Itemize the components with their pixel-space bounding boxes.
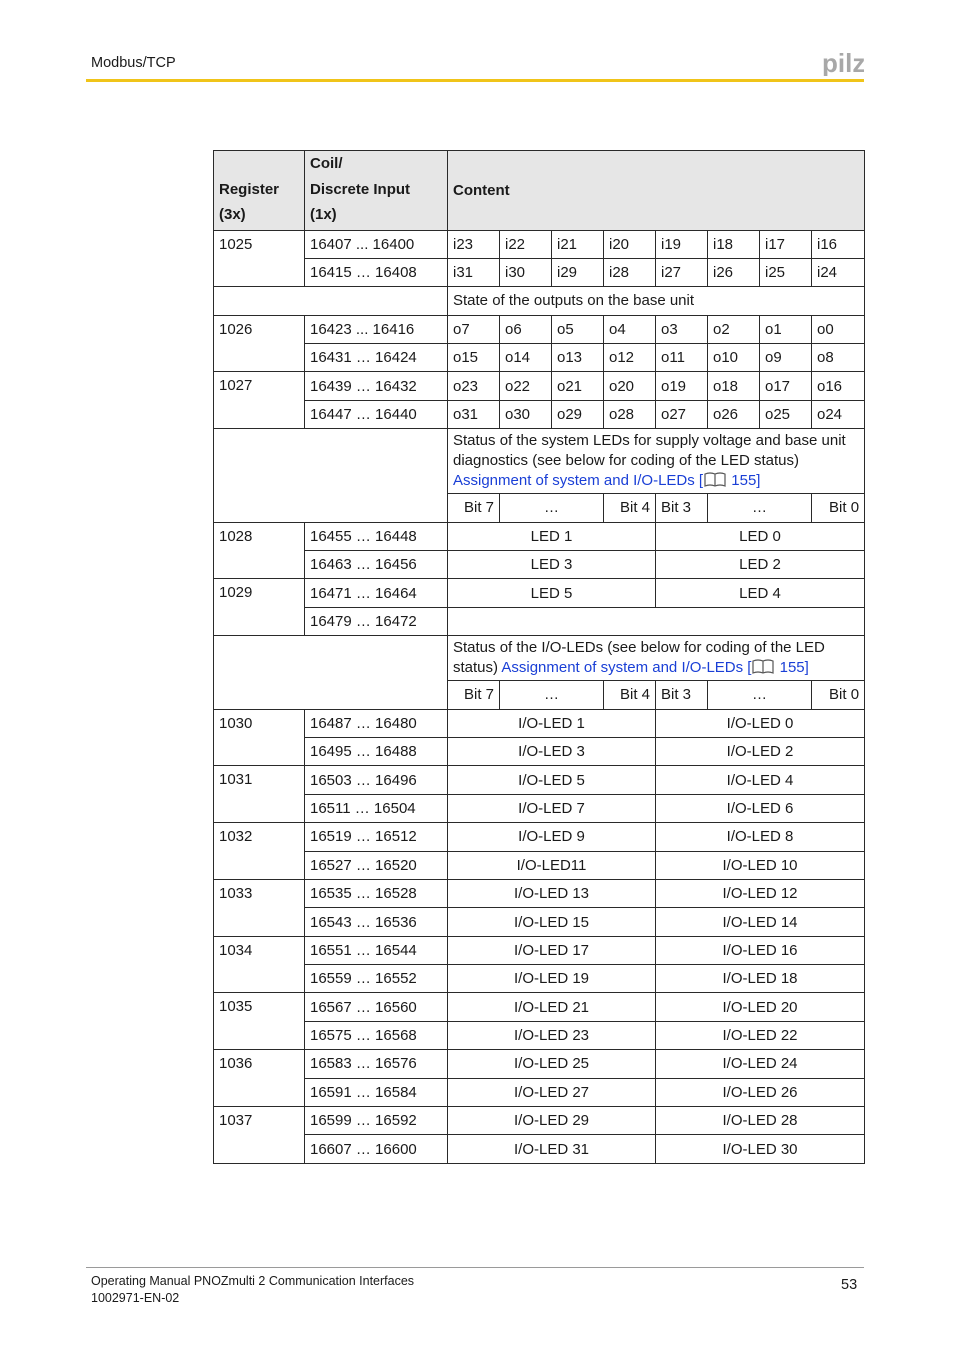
bit-cell: o26 bbox=[708, 400, 760, 428]
led-row bbox=[214, 1050, 865, 1078]
svg-text:pilz: pilz bbox=[822, 52, 864, 76]
led-high-cell: I/O-LED 19 bbox=[448, 965, 656, 993]
led-row bbox=[214, 823, 865, 851]
bit-cell: i22 bbox=[500, 230, 552, 258]
led-low-cell: I/O-LED 16 bbox=[656, 936, 865, 964]
outputs-caption: State of the outputs on the base unit bbox=[448, 287, 865, 315]
coil-range-cell: 16567 … 16560 bbox=[305, 993, 448, 1021]
bit-cell: o18 bbox=[708, 372, 760, 400]
bit-header-bit4: Bit 4 bbox=[604, 681, 656, 709]
bit-cell: i31 bbox=[448, 258, 500, 286]
led-row bbox=[214, 551, 865, 579]
bit-cell: o12 bbox=[604, 344, 656, 372]
led-high-cell: I/O-LED 1 bbox=[448, 709, 656, 737]
coil-range-cell: 16423 ... 16416 bbox=[305, 315, 448, 343]
led-row bbox=[214, 794, 865, 822]
link-label: Assignment of system and I/O-LEDs [ bbox=[501, 659, 752, 677]
header-line: (3x) bbox=[219, 206, 246, 223]
coil-range-cell: 16495 … 16488 bbox=[305, 737, 448, 765]
coil-range-cell: 16519 … 16512 bbox=[305, 823, 448, 851]
coil-range-cell: 16407 ... 16400 bbox=[305, 230, 448, 258]
footer-doc-number: 1002971-EN-02 bbox=[91, 1291, 180, 1305]
coil-range-cell: 16431 … 16424 bbox=[305, 344, 448, 372]
header-rule bbox=[86, 79, 864, 82]
coil-range-cell: 16583 … 16576 bbox=[305, 1050, 448, 1078]
header-line: Discrete Input bbox=[310, 180, 411, 198]
bit-cell: o7 bbox=[448, 315, 500, 343]
coil-range-cell: 16599 … 16592 bbox=[305, 1107, 448, 1135]
bit-cell: o0 bbox=[812, 315, 865, 343]
bit-cell: o19 bbox=[656, 372, 708, 400]
bit-cell: o13 bbox=[552, 344, 604, 372]
coil-range-cell: 16471 … 16464 bbox=[305, 579, 448, 607]
bit-cell: o6 bbox=[500, 315, 552, 343]
led-row bbox=[214, 908, 865, 936]
bit-cell: i29 bbox=[552, 258, 604, 286]
led-low-cell: I/O-LED 6 bbox=[656, 794, 865, 822]
register-cell: 1035 bbox=[214, 993, 305, 1050]
led-high-cell: LED 1 bbox=[448, 522, 656, 550]
coil-range-cell: 16559 … 16552 bbox=[305, 965, 448, 993]
bit-cell: o15 bbox=[448, 344, 500, 372]
bit-header-dots_a: … bbox=[500, 681, 604, 709]
register-cell: 1030 bbox=[214, 709, 305, 766]
link-page: 155] bbox=[727, 472, 761, 490]
led-row bbox=[214, 965, 865, 993]
bit-header-bit7: Bit 7 bbox=[448, 681, 500, 709]
led-high-cell: LED 3 bbox=[448, 551, 656, 579]
bit-cell: o22 bbox=[500, 372, 552, 400]
led-high-cell: I/O-LED 5 bbox=[448, 766, 656, 794]
led-low-cell: I/O-LED 20 bbox=[656, 993, 865, 1021]
led-row bbox=[214, 879, 865, 907]
bit-cell: i19 bbox=[656, 230, 708, 258]
coil-header bbox=[305, 151, 448, 231]
led-row bbox=[214, 737, 865, 765]
assignment-leds-link[interactable] bbox=[501, 659, 808, 676]
bit-cell: o11 bbox=[656, 344, 708, 372]
bit-cell: i24 bbox=[812, 258, 865, 286]
bit-cell: o5 bbox=[552, 315, 604, 343]
coil-range-cell: 16535 … 16528 bbox=[305, 879, 448, 907]
bit-cell: i30 bbox=[500, 258, 552, 286]
bit-cell: i20 bbox=[604, 230, 656, 258]
system-leds-caption bbox=[448, 429, 865, 494]
output-row bbox=[214, 315, 865, 343]
book-icon bbox=[752, 658, 774, 674]
bit-cell: o29 bbox=[552, 400, 604, 428]
assignment-leds-link[interactable] bbox=[453, 472, 760, 489]
book-icon bbox=[704, 471, 726, 487]
bit-cell: o28 bbox=[604, 400, 656, 428]
register-cell: 1032 bbox=[214, 823, 305, 880]
empty-led-cell bbox=[448, 607, 865, 635]
running-header-title: Modbus/TCP bbox=[91, 55, 176, 71]
io-leds-caption-text: Status of the I/O-LEDs (see below for coding of the LED status) bbox=[453, 639, 825, 677]
bit-header-bit0: Bit 0 bbox=[812, 494, 865, 522]
bit-cell: i16 bbox=[812, 230, 865, 258]
led-row bbox=[214, 1021, 865, 1049]
register-table bbox=[213, 150, 865, 1164]
bit-cell: i27 bbox=[656, 258, 708, 286]
bit-cell: o24 bbox=[812, 400, 865, 428]
bit-header-bit3: Bit 3 bbox=[656, 494, 708, 522]
coil-range-cell: 16575 … 16568 bbox=[305, 1021, 448, 1049]
led-row bbox=[214, 1107, 865, 1135]
bit-cell: i21 bbox=[552, 230, 604, 258]
bit-cell: o9 bbox=[760, 344, 812, 372]
bit-cell: o8 bbox=[812, 344, 865, 372]
led-low-cell: I/O-LED 0 bbox=[656, 709, 865, 737]
register-cell: 1037 bbox=[214, 1107, 305, 1164]
led-row bbox=[214, 607, 865, 635]
led-row bbox=[214, 851, 865, 879]
coil-range-cell: 16543 … 16536 bbox=[305, 908, 448, 936]
page-number: 53 bbox=[841, 1277, 858, 1293]
led-row bbox=[214, 936, 865, 964]
bit-cell: o31 bbox=[448, 400, 500, 428]
bit-cell: o23 bbox=[448, 372, 500, 400]
bit-cell: o20 bbox=[604, 372, 656, 400]
outputs-caption-row bbox=[214, 287, 865, 315]
led-row bbox=[214, 579, 865, 607]
led-row bbox=[214, 993, 865, 1021]
led-low-cell: LED 2 bbox=[656, 551, 865, 579]
link-label: Assignment of system and I/O-LEDs [ bbox=[453, 472, 704, 490]
led-high-cell: I/O-LED 13 bbox=[448, 879, 656, 907]
coil-range-cell: 16447 … 16440 bbox=[305, 400, 448, 428]
bit-cell: o30 bbox=[500, 400, 552, 428]
register-cell: 1029 bbox=[214, 579, 305, 636]
footer-info bbox=[91, 1273, 414, 1307]
coil-range-cell: 16463 … 16456 bbox=[305, 551, 448, 579]
bit-header-bit3: Bit 3 bbox=[656, 681, 708, 709]
bit-header-bit4: Bit 4 bbox=[604, 494, 656, 522]
led-row bbox=[214, 522, 865, 550]
bit-cell: o1 bbox=[760, 315, 812, 343]
register-cell: 1027 bbox=[214, 372, 305, 429]
register-cell: 1031 bbox=[214, 766, 305, 823]
bit-header-dots_b: … bbox=[708, 494, 812, 522]
header-line: Coil/ bbox=[310, 155, 343, 172]
content-header: Content bbox=[448, 151, 865, 231]
led-high-cell: LED 5 bbox=[448, 579, 656, 607]
coil-range-cell: 16607 … 16600 bbox=[305, 1135, 448, 1163]
led-high-cell: I/O-LED 21 bbox=[448, 993, 656, 1021]
led-low-cell: I/O-LED 10 bbox=[656, 851, 865, 879]
led-low-cell: I/O-LED 12 bbox=[656, 879, 865, 907]
led-high-cell: I/O-LED 31 bbox=[448, 1135, 656, 1163]
blank-cell bbox=[214, 636, 448, 709]
bit-cell: o21 bbox=[552, 372, 604, 400]
register-cell: 1028 bbox=[214, 522, 305, 579]
bit-cell: o17 bbox=[760, 372, 812, 400]
led-low-cell: LED 4 bbox=[656, 579, 865, 607]
header-line: (1x) bbox=[310, 206, 337, 223]
coil-range-cell: 16487 … 16480 bbox=[305, 709, 448, 737]
bit-header-bit7: Bit 7 bbox=[448, 494, 500, 522]
led-high-cell: I/O-LED 25 bbox=[448, 1050, 656, 1078]
output-row bbox=[214, 400, 865, 428]
led-low-cell: I/O-LED 26 bbox=[656, 1078, 865, 1106]
coil-range-cell: 16415 … 16408 bbox=[305, 258, 448, 286]
footer-manual-title: Operating Manual PNOZmulti 2 Communication Interfaces bbox=[91, 1274, 415, 1288]
coil-range-cell: 16503 … 16496 bbox=[305, 766, 448, 794]
led-high-cell: I/O-LED 3 bbox=[448, 737, 656, 765]
bit-cell: o10 bbox=[708, 344, 760, 372]
register-cell: 1025 bbox=[214, 230, 305, 287]
header-line: Register bbox=[219, 180, 280, 198]
led-high-cell: I/O-LED 9 bbox=[448, 823, 656, 851]
led-high-cell: I/O-LED 15 bbox=[448, 908, 656, 936]
bit-cell: o4 bbox=[604, 315, 656, 343]
system-leds-caption-row bbox=[214, 429, 865, 494]
bit-cell: o27 bbox=[656, 400, 708, 428]
register-header bbox=[214, 151, 305, 231]
led-row bbox=[214, 766, 865, 794]
led-low-cell: I/O-LED 28 bbox=[656, 1107, 865, 1135]
io-leds-caption bbox=[448, 636, 865, 681]
register-cell: 1026 bbox=[214, 315, 305, 372]
input-row bbox=[214, 230, 865, 258]
footer-rule bbox=[86, 1267, 864, 1268]
coil-range-cell: 16527 … 16520 bbox=[305, 851, 448, 879]
led-high-cell: I/O-LED 29 bbox=[448, 1107, 656, 1135]
pilz-logo bbox=[822, 52, 864, 81]
bit-header-dots_a: … bbox=[500, 494, 604, 522]
bit-cell: o2 bbox=[708, 315, 760, 343]
system-leds-caption-text: Status of the system LEDs for supply voltage and base unit diagnostics (see below for coding of the LED status) bbox=[453, 432, 846, 470]
register-cell: 1034 bbox=[214, 936, 305, 993]
led-row bbox=[214, 1135, 865, 1163]
led-high-cell: I/O-LED 17 bbox=[448, 936, 656, 964]
bit-cell: o16 bbox=[812, 372, 865, 400]
led-low-cell: I/O-LED 14 bbox=[656, 908, 865, 936]
bit-cell: i26 bbox=[708, 258, 760, 286]
pilz-logo-mark bbox=[822, 52, 864, 76]
table-header-row bbox=[214, 151, 865, 231]
led-row bbox=[214, 1078, 865, 1106]
led-high-cell: I/O-LED 23 bbox=[448, 1021, 656, 1049]
bit-cell: o14 bbox=[500, 344, 552, 372]
bit-cell: i23 bbox=[448, 230, 500, 258]
bit-cell: i28 bbox=[604, 258, 656, 286]
led-row bbox=[214, 709, 865, 737]
led-low-cell: I/O-LED 18 bbox=[656, 965, 865, 993]
bit-cell: i17 bbox=[760, 230, 812, 258]
led-high-cell: I/O-LED 27 bbox=[448, 1078, 656, 1106]
blank-cell bbox=[214, 287, 448, 315]
output-row bbox=[214, 372, 865, 400]
led-low-cell: LED 0 bbox=[656, 522, 865, 550]
bit-cell: i25 bbox=[760, 258, 812, 286]
coil-range-cell: 16511 … 16504 bbox=[305, 794, 448, 822]
coil-range-cell: 16455 … 16448 bbox=[305, 522, 448, 550]
led-low-cell: I/O-LED 22 bbox=[656, 1021, 865, 1049]
register-cell: 1036 bbox=[214, 1050, 305, 1107]
coil-range-cell: 16591 … 16584 bbox=[305, 1078, 448, 1106]
bit-header-dots_b: … bbox=[708, 681, 812, 709]
bit-cell: i18 bbox=[708, 230, 760, 258]
coil-range-cell: 16479 … 16472 bbox=[305, 607, 448, 635]
output-row bbox=[214, 344, 865, 372]
io-leds-caption-row bbox=[214, 636, 865, 681]
led-low-cell: I/O-LED 8 bbox=[656, 823, 865, 851]
input-row bbox=[214, 258, 865, 286]
led-low-cell: I/O-LED 2 bbox=[656, 737, 865, 765]
blank-cell bbox=[214, 429, 448, 522]
coil-range-cell: 16439 … 16432 bbox=[305, 372, 448, 400]
bit-header-bit0: Bit 0 bbox=[812, 681, 865, 709]
led-low-cell: I/O-LED 24 bbox=[656, 1050, 865, 1078]
led-low-cell: I/O-LED 4 bbox=[656, 766, 865, 794]
register-cell: 1033 bbox=[214, 879, 305, 936]
link-page: 155] bbox=[775, 659, 809, 677]
coil-range-cell: 16551 … 16544 bbox=[305, 936, 448, 964]
bit-cell: o3 bbox=[656, 315, 708, 343]
led-high-cell: I/O-LED 7 bbox=[448, 794, 656, 822]
bit-cell: o25 bbox=[760, 400, 812, 428]
led-high-cell: I/O-LED11 bbox=[448, 851, 656, 879]
led-low-cell: I/O-LED 30 bbox=[656, 1135, 865, 1163]
